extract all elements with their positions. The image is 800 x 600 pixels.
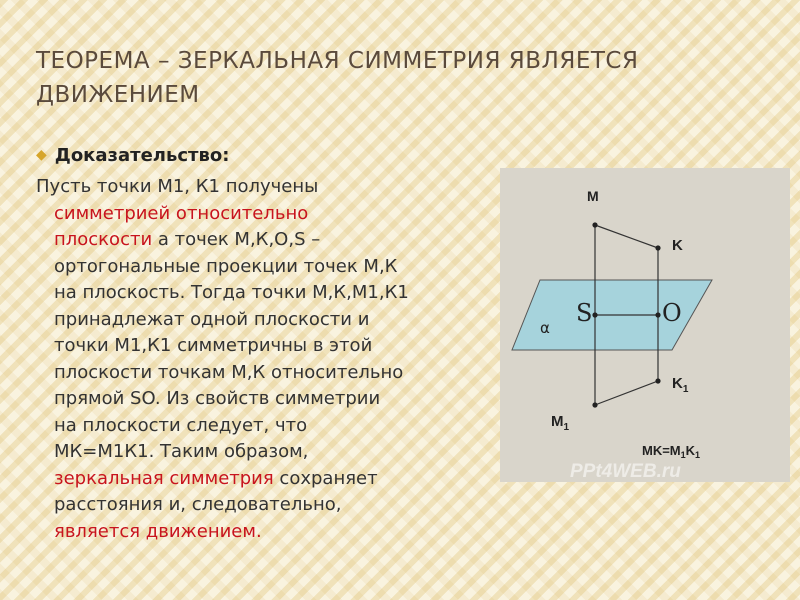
proof-text-4: ортогональные проекции точек М,К [54, 255, 398, 277]
proof-text-3: а точек М,К,О,S – [152, 229, 321, 250]
proof-text-7: точки М1,К1 симметричны в этой [54, 335, 373, 356]
title-line-1: ТЕОРЕМА – ЗЕРКАЛЬНАЯ СИММЕТРИЯ ЯВЛЯЕТСЯ [36, 48, 639, 74]
point-m1 [592, 402, 597, 407]
proof-red-3: зеркальная симметрия [54, 467, 274, 489]
symmetry-figure [500, 168, 790, 482]
proof-line-1 [36, 174, 506, 201]
bullet-diamond-icon: ◆ [36, 147, 47, 163]
proof-bullet [36, 145, 229, 166]
proof-text-5: на плоскость. Тогда точки М,К,М1,К1 [54, 282, 409, 303]
segment-mk [595, 225, 658, 248]
proof-text-12: сохраняет [273, 467, 378, 489]
proof-line-9 [36, 386, 506, 413]
proof-line-13 [36, 492, 506, 519]
point-o [655, 312, 660, 317]
point-k [655, 245, 660, 250]
equation-mk: $MK=M_1K_1$ [642, 443, 701, 460]
point-m [592, 222, 597, 227]
label-k1: $K_1$ [672, 375, 689, 395]
label-k: K [672, 237, 683, 254]
proof-heading: Доказательство: [54, 145, 230, 166]
proof-text-1: Пусть точки М1, К1 получены [36, 176, 319, 197]
proof-line-14 [36, 519, 506, 546]
label-m1: $M_1$ [551, 413, 570, 433]
point-s [592, 312, 597, 317]
proof-line-6 [36, 307, 506, 334]
proof-text-6: принадлежат одной плоскости и [54, 308, 370, 330]
label-alpha: α [540, 319, 550, 337]
title-line-2: ДВИЖЕНИЕМ [36, 82, 200, 108]
proof-text-8: плоскости точкам М,К относительно [54, 361, 404, 383]
proof-text-10: на плоскости следует, что [54, 414, 308, 436]
label-o: O [662, 299, 682, 327]
proof-line-11 [36, 439, 506, 466]
proof-line-4 [36, 254, 506, 281]
proof-red-2: плоскости [54, 229, 153, 250]
proof-line-5 [36, 280, 506, 307]
proof-text-13: расстояния и, следовательно, [54, 494, 342, 515]
point-k1 [655, 378, 660, 383]
proof-line-2 [36, 201, 506, 228]
proof-line-10 [36, 413, 506, 440]
proof-line-7 [36, 333, 506, 360]
proof-text-9: прямой SO. Из свойств симметрии [54, 388, 381, 409]
segment-m1k1 [595, 381, 658, 405]
label-m: M [587, 188, 599, 204]
proof-line-8 [36, 360, 506, 387]
proof-line-3 [36, 227, 506, 254]
label-s: S [576, 299, 593, 327]
proof-red-4: является движением. [54, 520, 262, 542]
proof-text-11: МК=М1К1. Таким образом, [54, 441, 309, 462]
watermark: PPt4WEB.ru [570, 461, 681, 482]
proof-red-1: симметрией относительно [54, 202, 309, 224]
slide-title [36, 44, 776, 112]
proof-line-12 [36, 466, 506, 493]
symmetry-diagram [500, 168, 790, 482]
proof-text [36, 174, 506, 545]
